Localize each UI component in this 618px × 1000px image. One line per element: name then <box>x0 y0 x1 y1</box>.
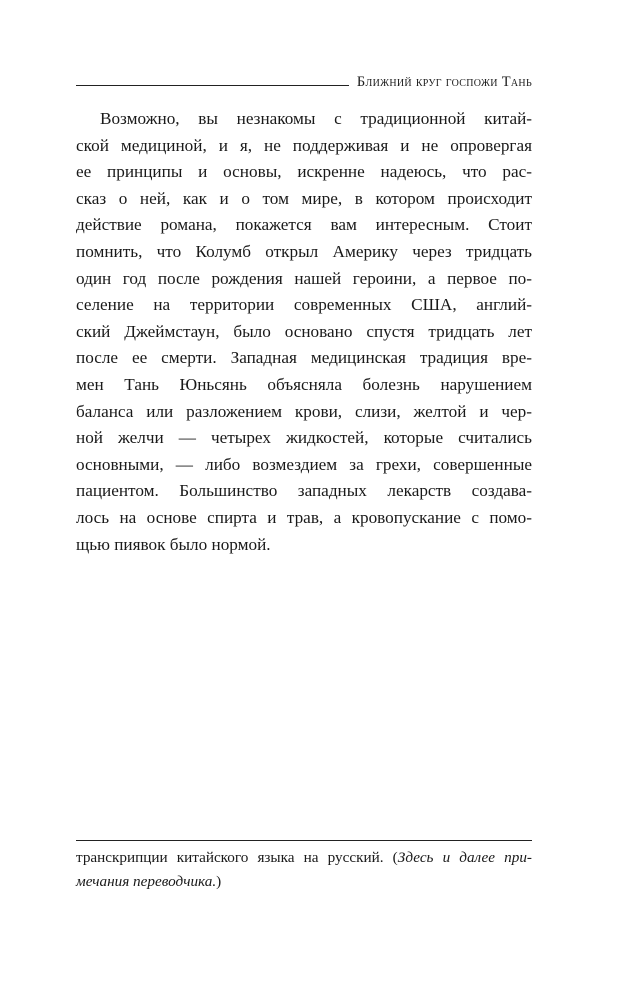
footnote-text: ) <box>216 873 222 890</box>
text-line: мен Тань Юньсянь объясняла болезнь нарушением <box>76 374 532 394</box>
footnote-line <box>76 846 532 870</box>
text-line: после ее смерти. Западная медицинская традиция вре- <box>76 348 532 368</box>
body-paragraph <box>76 106 532 558</box>
text-line: ской медициной, и я, не поддерживая и не опровергая <box>76 135 532 155</box>
text-line: действие романа, покажется вам интересным. Стоит <box>76 215 532 235</box>
footnote-text: транскрипции китайского языка на русский. ( <box>76 849 398 866</box>
text-line: один год после рождения нашей героини, а первое по- <box>76 268 532 288</box>
footnote <box>76 846 532 894</box>
text-line: селение на территории современных США, англий- <box>76 295 532 315</box>
text-line: ский Джеймстаун, было основано спустя тридцать лет <box>76 321 532 341</box>
text-line: пациентом. Большинство западных лекарств создава- <box>76 481 532 501</box>
text-line: баланса или разложением крови, слизи, желтой и чер- <box>76 401 532 421</box>
text-line: сказ о ней, как и о том мире, в котором происходит <box>76 188 532 208</box>
footnote-line <box>76 870 532 894</box>
text-line: лось на основе спирта и трав, а кровопускание с помо- <box>76 507 532 527</box>
header-rule <box>76 85 349 86</box>
text-line: ной желчи — четырех жидкостей, которые считались <box>76 428 532 448</box>
footnote-rule <box>76 840 532 841</box>
text-line: ее принципы и основы, искренне надеюсь, что рас- <box>76 162 532 182</box>
footnote-note-italic: мечания переводчика. <box>76 873 217 890</box>
footnote-note-italic: Здесь и далее при- <box>397 849 532 866</box>
text-line: помнить, что Колумб открыл Америку через тридцать <box>76 241 532 261</box>
text-line: Возможно, вы незнакомы с традиционной китай- <box>100 109 532 128</box>
text-line: основными, — либо возмездием за грехи, совершенные <box>76 454 532 474</box>
text-line: щью пиявок было нормой. <box>76 534 271 554</box>
running-head <box>76 72 532 92</box>
running-head-title: Ближний круг госпожи Тань <box>356 73 532 90</box>
